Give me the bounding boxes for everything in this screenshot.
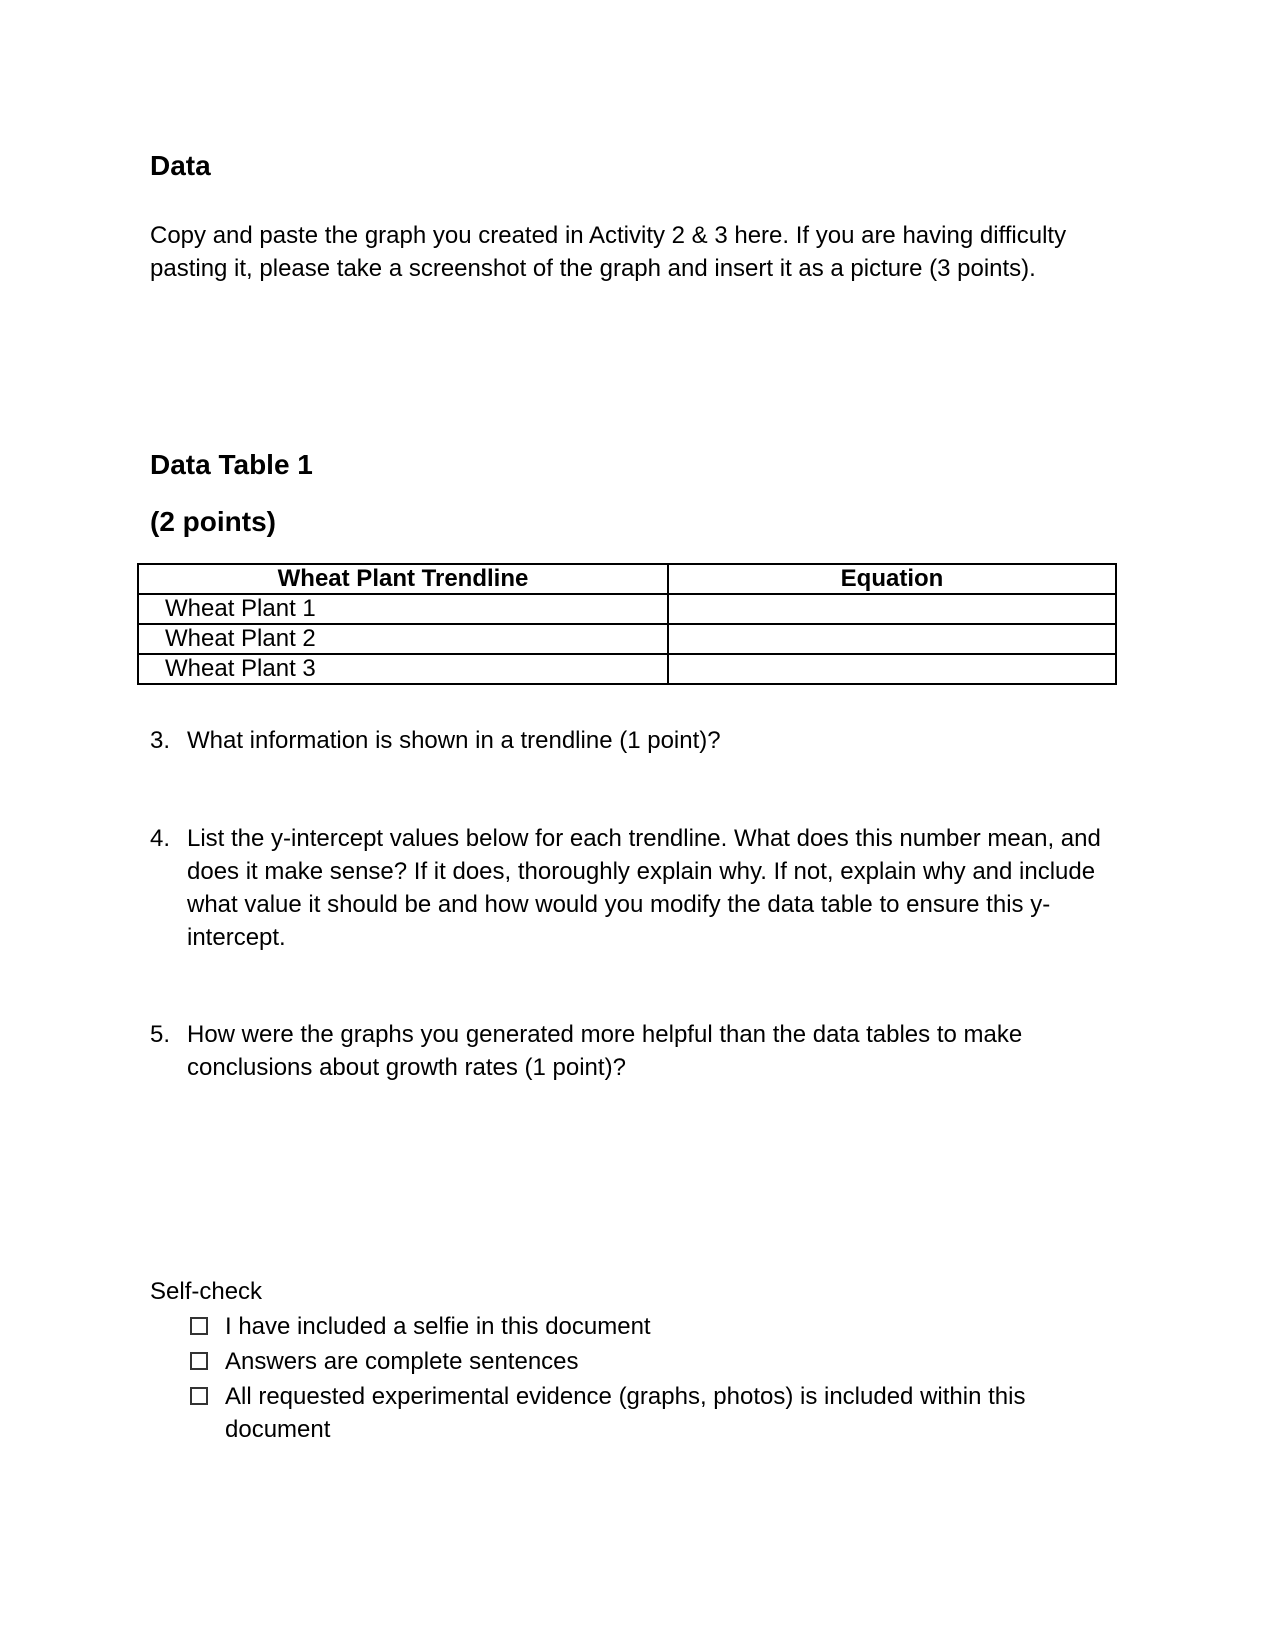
question-4-text: List the y-intercept values below for each trendline. What does this number mean, and does it make sense? If it does, thoroughly explain why. If not, explain why and include what value it should be and how would you modify the data table to ensure this y-intercept. [187, 825, 1101, 951]
table-row [138, 654, 1116, 684]
table-row [138, 624, 1116, 654]
question-3-number: 3. [150, 727, 171, 754]
equation-cell[interactable] [668, 654, 1116, 684]
equation-cell[interactable] [668, 594, 1116, 624]
self-check-label: Answers are complete sentences [225, 1348, 579, 1375]
checkbox[interactable] [190, 1317, 208, 1335]
column-header-trendline: Wheat Plant Trendline [138, 564, 668, 594]
question-4-number: 4. [150, 825, 171, 852]
self-check-title: Self-check [150, 1278, 263, 1305]
data-heading: Data [150, 150, 211, 181]
row-name-cell: Wheat Plant 2 [138, 624, 668, 654]
graph-instructions: Copy and paste the graph you created in Activity 2 & 3 here. If you are having difficulty pasting it, please take a screenshot of the graph and insert it as a picture (3 points). [150, 222, 1067, 282]
row-name-cell: Wheat Plant 3 [138, 654, 668, 684]
question-5-text: How were the graphs you generated more helpful than the data tables to make conclusions about growth rates (1 point)? [187, 1021, 1023, 1081]
row-name-cell: Wheat Plant 1 [138, 594, 668, 624]
question-5-number: 5. [150, 1021, 171, 1048]
data-table-points: (2 points) [150, 506, 276, 537]
self-check-label: I have included a selfie in this document [225, 1313, 651, 1340]
checkbox[interactable] [190, 1387, 208, 1405]
data-table [137, 563, 1117, 685]
data-table-heading: Data Table 1 [150, 449, 313, 480]
table-header-row [138, 564, 1116, 594]
table-row [138, 594, 1116, 624]
column-header-equation: Equation [668, 564, 1116, 594]
self-check-label: All requested experimental evidence (graphs, photos) is included within this document [225, 1383, 1026, 1443]
checkbox[interactable] [190, 1352, 208, 1370]
question-3-text: What information is shown in a trendline (1 point)? [187, 727, 721, 754]
equation-cell[interactable] [668, 624, 1116, 654]
